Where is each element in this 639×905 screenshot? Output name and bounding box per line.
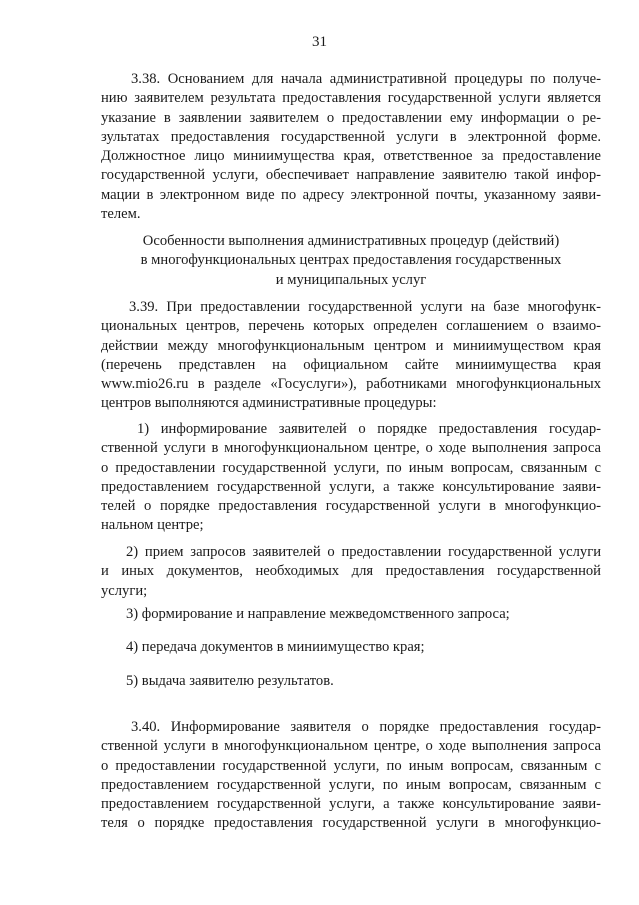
- text-line: (перечень представлен на официальном сайте миниимущества края: [101, 356, 601, 373]
- text-line: нальном центре;: [101, 517, 204, 534]
- text-line: нию заявителем результата предоставления государственной услуги является: [101, 90, 601, 107]
- text-line: указание в заявлении заявителем о предоставлении ему информации о ре-: [101, 109, 601, 126]
- text-line: зультатах предоставления государственной услуги в электронной форме.: [101, 128, 601, 145]
- text-line: центров выполняются административные процедуры:: [101, 395, 437, 412]
- list-item-3: 3) формирование и направление межведомственного запроса;: [126, 606, 510, 622]
- text-line: Должностное лицо миниимущества края, ответственное за предоставление: [101, 148, 601, 165]
- list-item-2: [101, 543, 601, 601]
- paragraph-3-39: [101, 298, 601, 414]
- list-item-4: 4) передача документов в миниимущество края;: [126, 639, 425, 655]
- text-line: телей о порядке предоставления государственной услуги в многофункцио-: [101, 498, 601, 515]
- text-line: предоставлением государственной услуги, а также консультирование заяви-: [101, 796, 601, 813]
- text-line: действии между многофункциональным центром и миниимуществом края: [101, 337, 601, 354]
- text-line: услуги;: [101, 582, 148, 599]
- page-number: 31: [312, 34, 327, 50]
- heading-line: Особенности выполнения административных процедур (действий): [142, 233, 560, 249]
- text-line: теля о порядке предоставления государственной услуги в многофункцио-: [101, 815, 601, 832]
- text-line: ственной услуги в многофункциональном центре, о ходе выполнения запроса: [101, 738, 601, 755]
- text-line: 3.40. Информирование заявителя о порядке предоставления государ-: [131, 719, 601, 735]
- heading-line: и муниципальных услуг: [275, 271, 427, 288]
- text-line: телем.: [101, 206, 141, 223]
- text-line: www.mio26.ru в разделе «Госуслуги»), работниками многофункциональных: [101, 376, 601, 393]
- text-line: 2) прием запросов заявителей о предоставлении государственной услуги: [126, 544, 601, 560]
- text-line: мации в электронном виде по адресу электронной почты, указанному заяви-: [101, 186, 601, 203]
- text-line: и иных документов, необходимых для предоставления государственной: [101, 563, 601, 580]
- text-line: 3.39. При предоставлении государственной услуги на базе многофунк-: [129, 299, 601, 315]
- paragraph-3-40: [101, 718, 601, 834]
- section-heading: [101, 232, 601, 290]
- text-line: о предоставлении государственной услуги, по иным вопросам, связанным с: [101, 459, 601, 476]
- list-item-5: 5) выдача заявителю результатов.: [126, 673, 334, 689]
- list-item-1: [101, 420, 601, 536]
- text-line: ственной услуги в многофункциональном центре, о ходе выполнения запроса: [101, 440, 601, 457]
- text-line: предоставлением государственной услуги, по иным вопросам, связанным с: [101, 776, 601, 793]
- text-line: предоставлением государственной услуги, а также консультирование заяви-: [101, 478, 601, 495]
- text-line: государственной услуги, обеспечивает направление заявителю такой инфор-: [101, 167, 601, 184]
- paragraph-3-38: [101, 70, 601, 224]
- heading-line: в многофункциональных центрах предоставления государственных: [140, 252, 562, 269]
- text-line: 3.38. Основанием для начала административной процедуры по получе-: [131, 71, 601, 87]
- text-line: о предоставлении государственной услуги, по иным вопросам, связанным с: [101, 757, 601, 774]
- text-line: циональных центров, перечень которых определен соглашением о взаимо-: [101, 318, 601, 335]
- text-line: 1) информирование заявителей о порядке предоставления государ-: [137, 421, 601, 437]
